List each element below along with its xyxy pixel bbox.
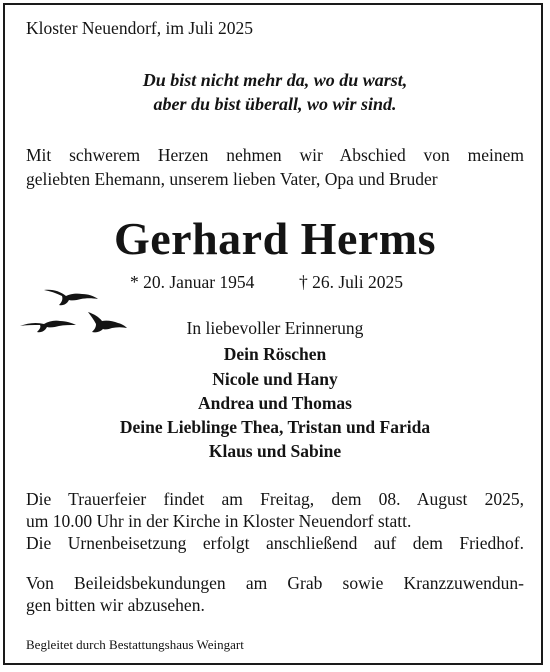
condolence-line-1: Von Beileidsbekundungen am Grab sowie Kranzzuwendun-: [26, 573, 524, 593]
funeral-line-2: um 10.00 Uhr in der Kirche in Kloster Neuendorf statt.: [26, 511, 412, 531]
mourner-name: Nicole und Hany: [212, 369, 338, 389]
funeral-home-credit: Begleitet durch Bestattungshaus Weingart: [26, 637, 244, 652]
condolence-note: [26, 572, 524, 616]
birth-date: * 20. Januar 1954: [130, 272, 255, 292]
intro-line-1: Mit schwerem Herzen nehmen wir Abschied von meinem: [26, 145, 524, 165]
memory-heading: In liebevoller Erinnerung: [186, 318, 364, 338]
death-date: † 26. Juli 2025: [299, 272, 404, 292]
mourner-name: Andrea und Thomas: [198, 393, 352, 413]
funeral-line-3: Die Urnenbeisetzung erfolgt anschließend auf dem Friedhof.: [26, 533, 524, 553]
condolence-line-2: gen bitten wir abzusehen.: [26, 595, 205, 615]
bird-icon: [44, 290, 98, 306]
mourner-name: Dein Röschen: [223, 344, 327, 364]
mourner-name: Klaus und Sabine: [208, 441, 342, 461]
intro-text: [26, 143, 524, 191]
funeral-info: [26, 488, 524, 554]
funeral-line-1: Die Trauerfeier findet am Freitag, dem 08. August 2025,: [26, 489, 524, 509]
motto-line-2: aber du bist überall, wo wir sind.: [153, 94, 397, 114]
place-date: Kloster Neuendorf, im Juli 2025: [26, 18, 253, 38]
motto-line-1: Du bist nicht mehr da, wo du warst,: [142, 70, 408, 90]
intro-line-2: geliebten Ehemann, unserem lieben Vater, Opa und Bruder: [26, 169, 438, 189]
mourner-name: Deine Lieblinge Thea, Tristan und Farida: [119, 417, 431, 437]
deceased-name: Gerhard Herms: [113, 213, 437, 264]
